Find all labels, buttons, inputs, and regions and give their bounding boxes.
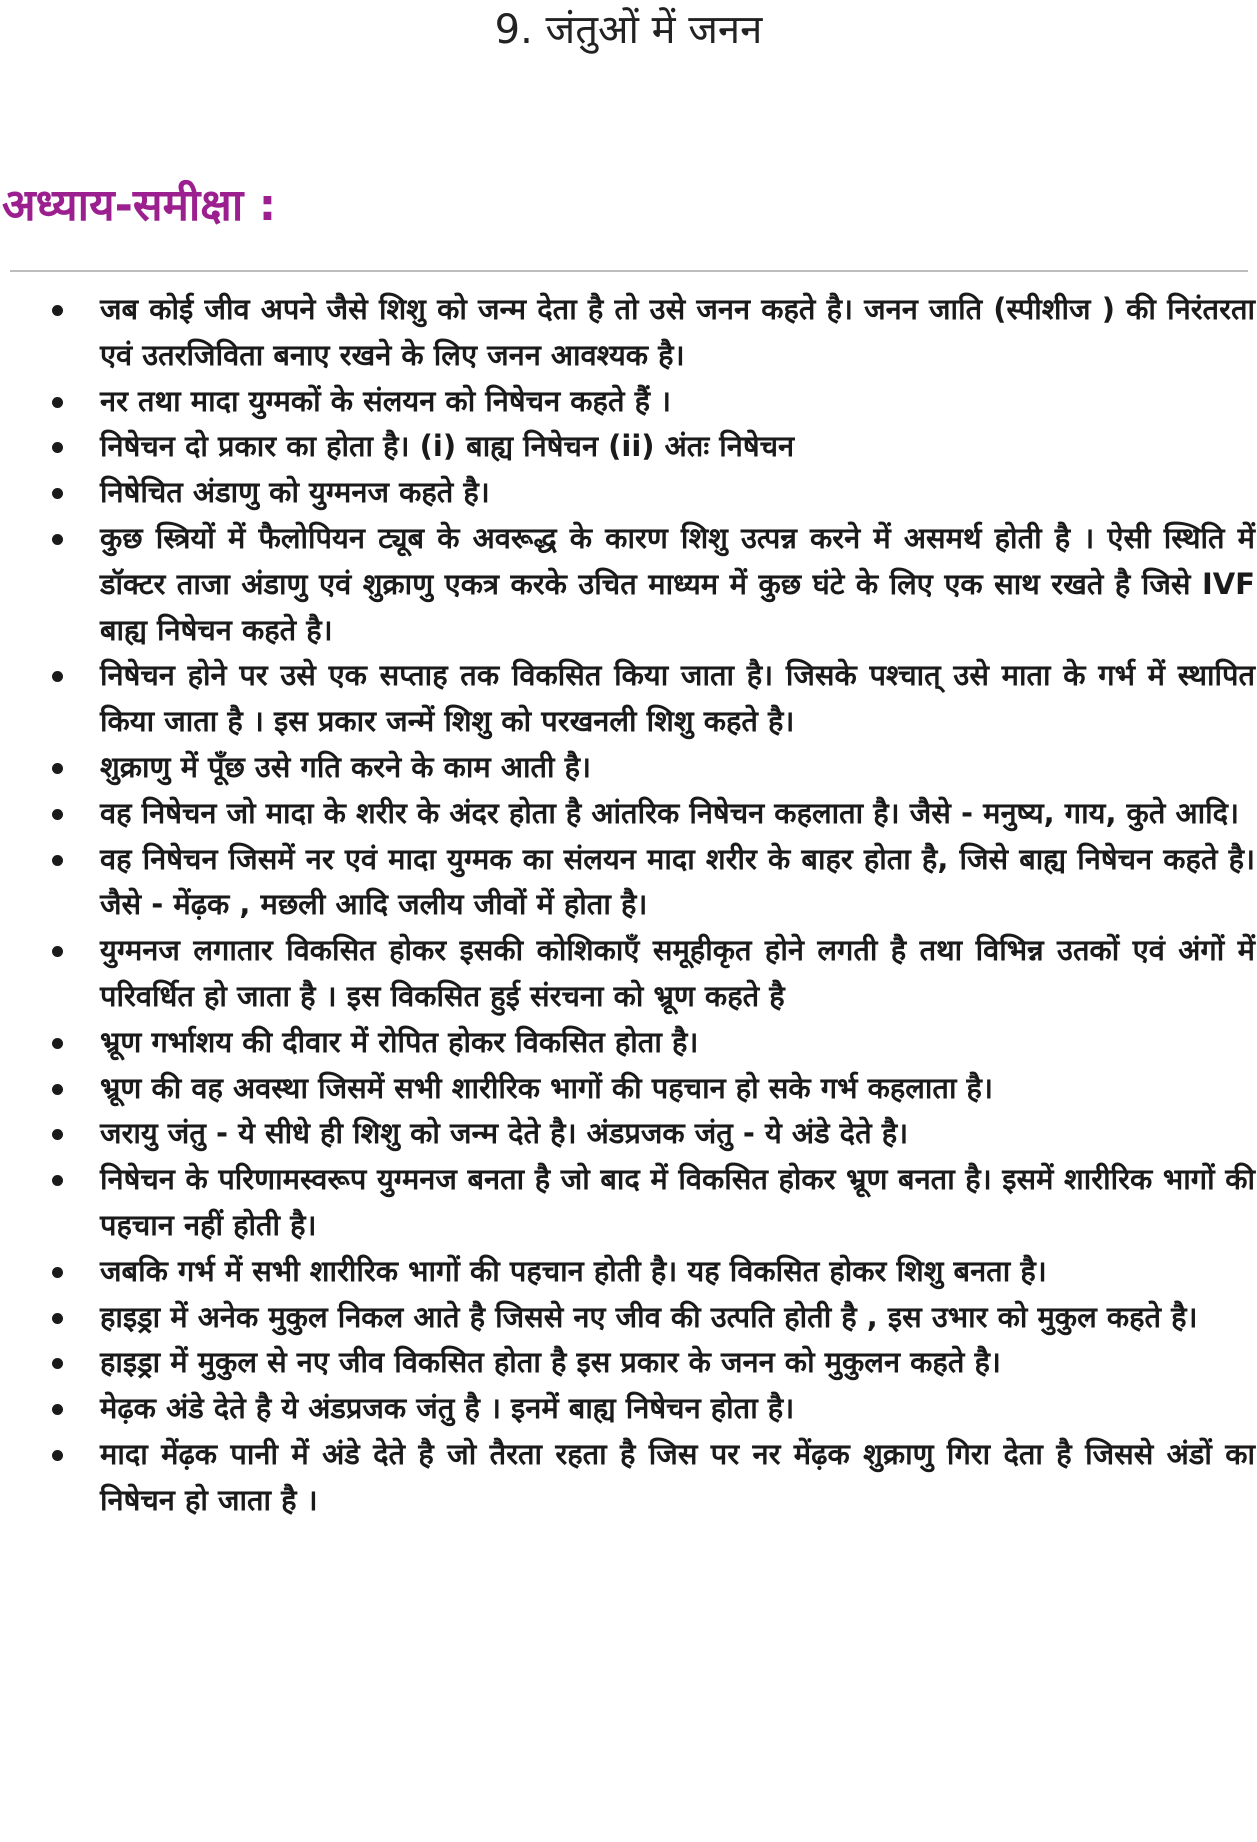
bullet-icon (52, 397, 63, 408)
bullet-icon (52, 671, 63, 682)
list-item-text: मेढ़क अंडे देते है ये अंडप्रजक जंतु है । इनमें बाह्य निषेचन होता है। (100, 1391, 795, 1426)
bullet-icon (52, 1358, 63, 1369)
list-item (0, 1249, 1257, 1295)
bullet-icon (52, 1313, 63, 1324)
bullet-icon (52, 1129, 63, 1140)
bullet-icon (52, 855, 63, 866)
section-heading: अध्याय-समीक्षा : (2, 180, 277, 231)
list-item (0, 287, 1257, 379)
list-item (0, 1066, 1257, 1112)
list-item-text: मादा मेंढ़क पानी में अंडे देते है जो तैरता रहता है जिस पर नर मेंढ़क शुक्राणु गिरा देता है जिससे अंडों का निषेचन हो जाता है । (100, 1436, 1255, 1517)
bullet-icon (52, 305, 63, 316)
bullet-icon (52, 1038, 63, 1049)
list-item-text: वह निषेचन जो मादा के शरीर के अंदर होता है आंतरिक निषेचन कहलाता है। जैसे - मनुष्य, गाय, कुते आदि। (100, 795, 1239, 830)
bullet-icon (52, 763, 63, 774)
list-item (0, 379, 1257, 425)
list-item-text: कुछ स्त्रियों में फैलोपियन ट्यूब के अवरूद्ध के कारण शिशु उत्पन्न करने में असमर्थ होती है । ऐसी स्थिति में डॉक्टर ताजा अंडाणु एवं शुक्राणु एकत्र करके उचित माध्यम में कुछ घंटे के लिए एक साथ रखते है जिसे IVF बाह्य निषेचन कहते है। (100, 520, 1255, 647)
summary-list (0, 287, 1257, 1524)
list-item (0, 1111, 1257, 1157)
bullet-icon (52, 809, 63, 820)
list-item-text: हाइड्रा में मुकुल से नए जीव विकसित होता है इस प्रकार के जनन को मुकुलन कहते है। (100, 1345, 1001, 1380)
bullet-icon (52, 1450, 63, 1461)
page-title: 9. जंतुओं में जनन (494, 7, 763, 53)
list-item-text: भ्रूण की वह अवस्था जिसमें सभी शारीरिक भागों की पहचान हो सके गर्भ कहलाता है। (100, 1070, 993, 1105)
list-item (0, 1157, 1257, 1249)
list-item-text: निषेचित अंडाणु को युग्मनज कहते है। (100, 475, 490, 510)
list-item-text: हाइड्रा में अनेक मुकुल निकल आते है जिससे नए जीव की उत्पति होती है , इस उभार को मुकुल कहते है। (100, 1299, 1198, 1334)
list-item (0, 791, 1257, 837)
list-item (0, 1340, 1257, 1386)
bullet-icon (52, 1404, 63, 1415)
list-item (0, 1386, 1257, 1432)
list-item (0, 745, 1257, 791)
list-item-text: भ्रूण गर्भाशय की दीवार में रोपित होकर विकसित होता है। (100, 1024, 699, 1059)
list-item-text: जरायु जंतु - ये सीधे ही शिशु को जन्म देते है। अंडप्रजक जंतु - ये अंडे देते है। (100, 1116, 909, 1151)
list-item-text: निषेचन के परिणामस्वरूप युग्मनज बनता है जो बाद में विकसित होकर भ्रूण बनता है। इसमें शारीरिक भागों की पहचान नहीं होती है। (100, 1162, 1255, 1242)
list-item (0, 837, 1257, 929)
heading-divider (10, 270, 1248, 272)
list-item-text: जबकि गर्भ में सभी शारीरिक भागों की पहचान होती है। यह विकसित होकर शिशु बनता है। (100, 1253, 1047, 1288)
list-item (0, 470, 1257, 516)
list-item (0, 1295, 1257, 1341)
bullet-icon (52, 488, 63, 499)
bullet-icon (52, 442, 63, 453)
list-item-text: शुक्राणु में पूँछ उसे गति करने के काम आती है। (100, 749, 592, 784)
list-item-text: निषेचन दो प्रकार का होता है। (i) बाह्य निषेचन (ii) अंतः निषेचन (100, 429, 795, 464)
list-item-text: निषेचन होने पर उसे एक सप्ताह तक विकसित किया जाता है। जिसके पश्चात् उसे माता के गर्भ में स्थापित किया जाता है । इस प्रकार जन्में शिशु को परखनली शिशु कहते है। (100, 658, 1255, 739)
list-item-text: वह निषेचन जिसमें नर एवं मादा युग्मक का संलयन मादा शरीर के बाहर होता है, जिसे बाह्य निषेचन कहते है। जैसे - मेंढ़क , मछली आदि जलीय जीवों में होता है। (100, 841, 1255, 922)
list-item-text: युग्मनज लगातार विकसित होकर इसकी कोशिकाएँ समूहीकृत होने लगती है तथा विभिन्न उतकों एवं अंगों में परिवर्धित हो जाता है । इस विकसित हुई संरचना को भ्रूण कहते है (100, 933, 1255, 1013)
list-item (0, 1432, 1257, 1524)
list-item-text: नर तथा मादा युग्मकों के संलयन को निषेचन कहते हैं । (100, 383, 672, 418)
bullet-icon (52, 1175, 63, 1186)
list-item (0, 928, 1257, 1020)
list-item (0, 1020, 1257, 1066)
list-item (0, 424, 1257, 470)
bullet-icon (52, 534, 63, 545)
bullet-icon (52, 1084, 63, 1095)
bullet-icon (52, 1267, 63, 1278)
list-item (0, 516, 1257, 653)
list-item (0, 653, 1257, 745)
list-item-text: जब कोई जीव अपने जैसे शिशु को जन्म देता है तो उसे जनन कहते है। जनन जाति (स्पीशीज ) की निरंतरता एवं उतरजिविता बनाए रखने के लिए जनन आवश्यक है। (100, 292, 1255, 372)
bullet-icon (52, 946, 63, 957)
